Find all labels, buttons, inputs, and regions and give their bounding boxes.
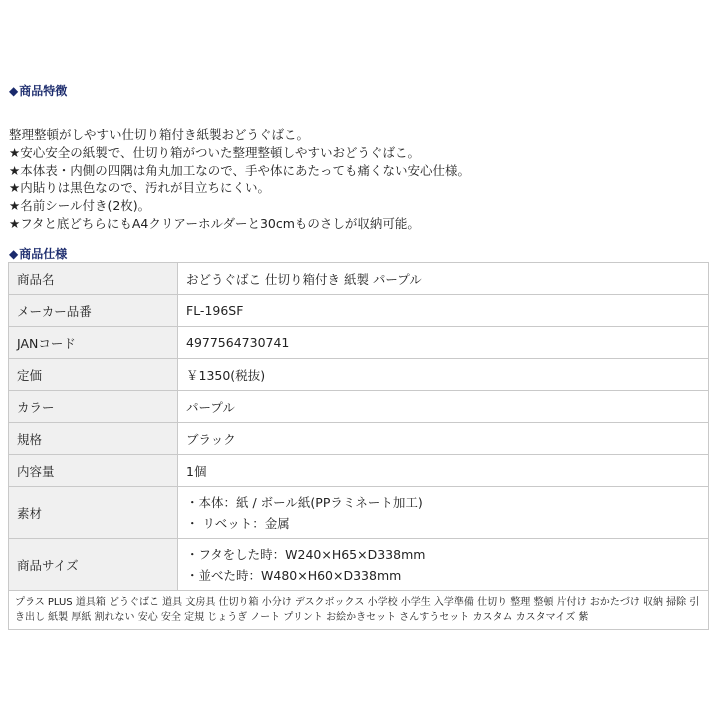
diamond-icon: ◆ [9,84,19,98]
spec-row-price [9,359,709,391]
spec-label: メーカー品番 [9,295,178,327]
feature-line: ★フタと底どちらにもA4クリアーホルダーと30cmものさしが収納可能。 [9,215,420,231]
feature-line: ★内貼りは黒色なので、汚れが目立ちにくい。 [9,180,270,196]
material-line: ・ リベット：金属 [186,515,290,531]
feature-line: ★本体表・内側の四隅は角丸加工なので、手や体にあたっても痛くない安心仕様。 [9,162,470,178]
keywords-text: プラス PLUS 道具箱 どうぐばこ 道具 文房具 仕切り箱 小分け デスクボックス 小学校 小学生 入学準備 仕切り 整理 整頓 片付け おかたづけ 収納 掃除 引き出し 紙製 厚紙 割れない 安心 安全 定規 じょうぎ ノート プリント お絵かきセット さんすうセット カスタム カスタマイズ 紫 [9,591,709,630]
spec-value: ブラック [178,423,709,455]
feature-line: ★安心安全の紙製で、仕切り箱がついた整理整頓しやすいおどうぐばこ。 [9,144,420,160]
size-line: ・フタをした時：W240×H65×D338mm [186,546,426,562]
spec-row-quantity [9,455,709,487]
spec-label: カラー [9,391,178,423]
spec-value-size [178,539,709,591]
spec-value: 4977564730741 [178,327,709,359]
size-line: ・並べた時：W480×H60×D338mm [186,567,402,583]
features-list [9,126,709,233]
spec-label: JANコード [9,327,178,359]
spec-value: おどうぐばこ 仕切り箱付き 紙製 パープル [178,263,709,295]
feature-line: ★名前シール付き(2枚)。 [9,198,151,214]
spec-label: 内容量 [9,455,178,487]
spec-value: FL-196SF [178,295,709,327]
spec-row-size [9,539,709,591]
diamond-icon: ◆ [9,247,19,261]
spec-value: 1個 [178,455,709,487]
spec-table [8,262,709,630]
spec-row-material [9,487,709,539]
spec-value: パープル [178,391,709,423]
spec-label: 商品名 [9,263,178,295]
spec-row-product-name [9,263,709,295]
specs-heading-text: 商品仕様 [19,247,68,261]
features-heading [9,82,67,99]
spec-label: 素材 [9,487,178,539]
spec-row-jan-code [9,327,709,359]
features-heading-text: 商品特徴 [19,84,68,98]
spec-row-model-number [9,295,709,327]
spec-label: 定価 [9,359,178,391]
spec-row-keywords [9,591,709,630]
spec-label: 規格 [9,423,178,455]
spec-label: 商品サイズ [9,539,178,591]
spec-row-standard [9,423,709,455]
specs-heading [9,245,67,262]
spec-value-material [178,487,709,539]
spec-row-color [9,391,709,423]
spec-value: ￥1350(税抜) [178,359,709,391]
feature-line: 整理整頓がしやすい仕切り箱付き紙製おどうぐばこ。 [9,127,310,142]
material-line: ・本体：紙 / ボール紙(PPラミネート加工) [186,494,423,510]
